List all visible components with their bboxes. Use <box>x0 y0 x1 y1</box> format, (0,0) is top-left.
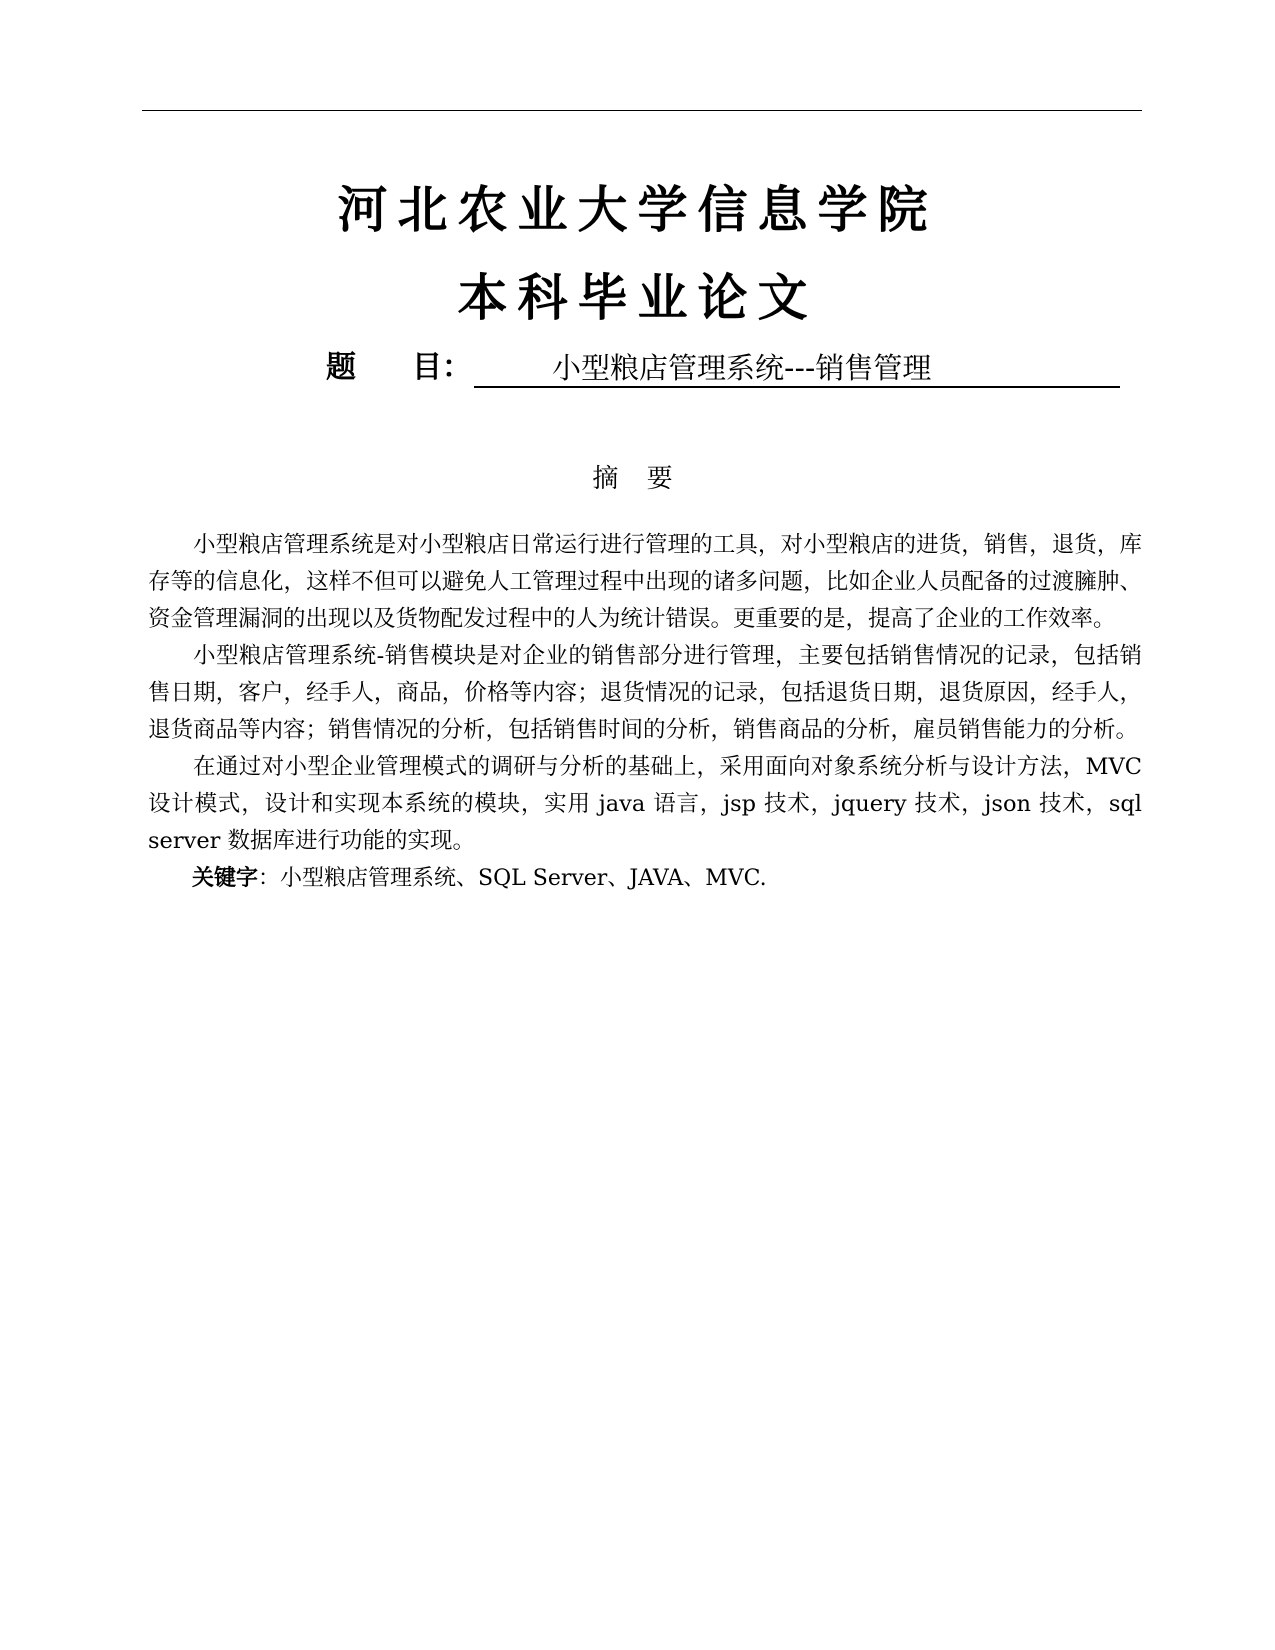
keywords-value: 小型粮店管理系统、SQL Server、JAVA、MVC. <box>280 866 767 891</box>
topic-label-char2: 目： <box>412 350 472 385</box>
abstract-paragraph-1: 小型粮店管理系统是对小型粮店日常运行进行管理的工具，对小型粮店的进货，销售，退货，库存等的信息化，这样不但可以避免人工管理过程中出现的诸多问题，比如企业人员配备的过渡臃肿、资金管理漏洞的出现以及货物配发过程中的人为统计错误。更重要的是，提高了企业的工作效率。 <box>148 532 1142 632</box>
abstract-paragraph-3: 在通过对小型企业管理模式的调研与分析的基础上，采用面向对象系统分析与设计方法，MVC 设计模式，设计和实现本系统的模块，实用 java 语言，jsp 技术，jquery 技术，json 技术，sql server 数据库进行功能的实现。 <box>148 754 1142 854</box>
keywords-line <box>148 860 1142 897</box>
abstract-body <box>148 527 1142 897</box>
keywords-separator: ： <box>258 866 281 891</box>
topic-value-field <box>474 350 1120 388</box>
keywords-label: 关键字 <box>192 866 259 891</box>
thesis-type-title: 本科毕业论文 <box>457 269 818 327</box>
abstract-heading: 摘 要 <box>592 464 683 494</box>
topic-row <box>0 348 1275 392</box>
header-rule <box>142 110 1142 111</box>
topic-value: 小型粮店管理系统---销售管理 <box>552 351 932 385</box>
topic-label-char1: 题 <box>326 350 356 385</box>
university-title: 河北农业大学信息学院 <box>337 181 938 239</box>
abstract-paragraph-2: 小型粮店管理系统-销售模块是对企业的销售部分进行管理，主要包括销售情况的记录，包括销售日期，客户，经手人，商品，价格等内容；退货情况的记录，包括退货日期，退货原因，经手人，退货商品等内容；销售情况的分析，包括销售时间的分析，销售商品的分析，雇员销售能力的分析。 <box>148 643 1142 743</box>
